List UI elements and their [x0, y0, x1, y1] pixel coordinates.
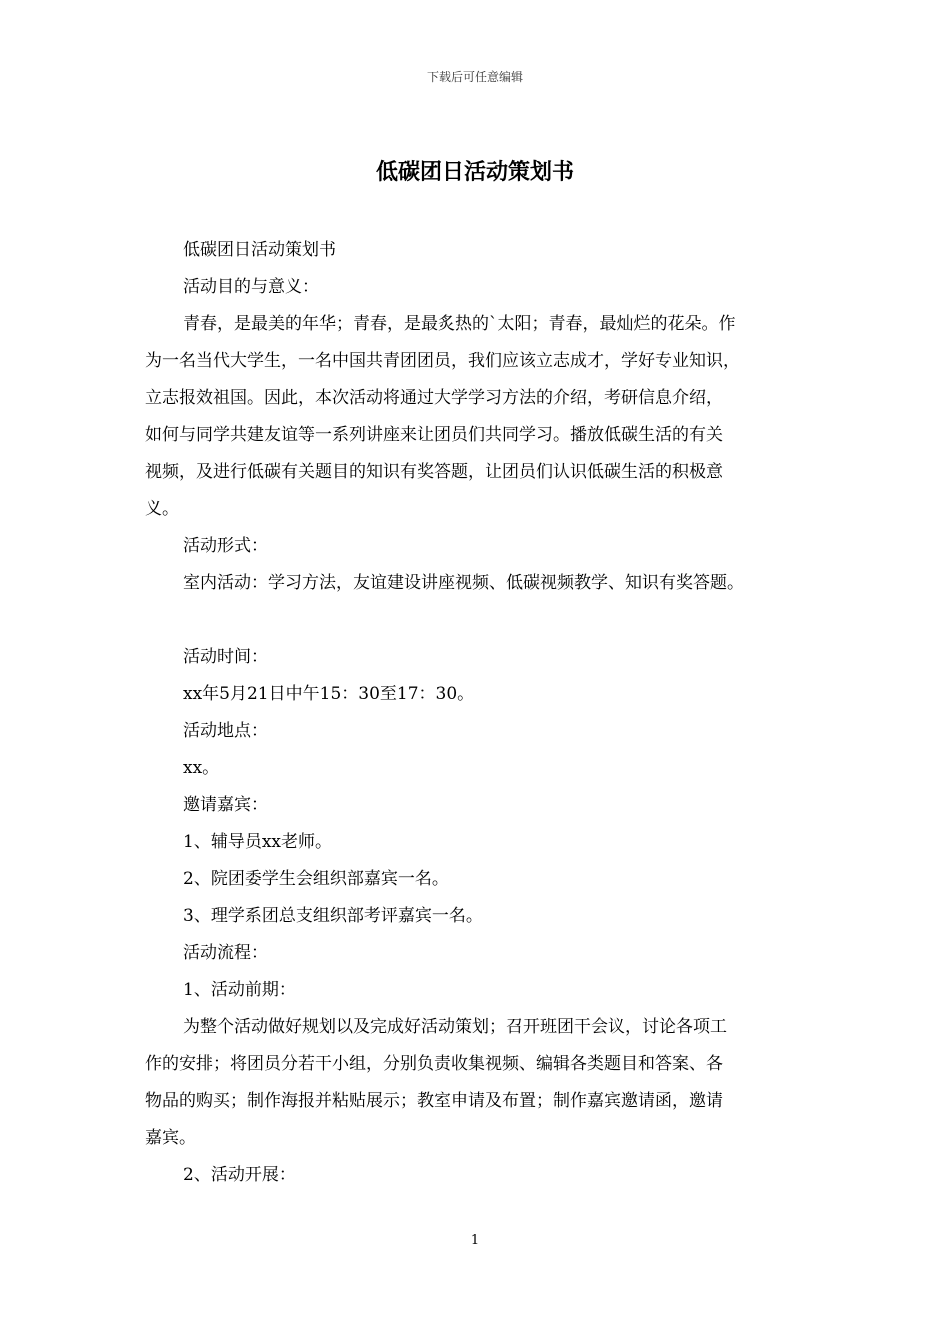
- paragraph-line: 活动形式：: [183, 536, 268, 556]
- paragraph-line: 邀请嘉宾：: [183, 795, 268, 815]
- paragraph-line: 立志报效祖国。因此，本次活动将通过大学学习方法的介绍，考研信息介绍，: [145, 388, 723, 408]
- paragraph-line: 2、活动开展：: [183, 1165, 296, 1185]
- page-number: 1: [470, 1233, 480, 1248]
- paragraph-line: 活动流程：: [183, 943, 268, 963]
- paragraph-line: 活动目的与意义：: [183, 277, 319, 297]
- paragraph-line: 视频，及进行低碳有关题目的知识有奖答题，让团员们认识低碳生活的积极意: [145, 462, 723, 482]
- paragraph-line: 物品的购买；制作海报并粘贴展示；教室申请及布置；制作嘉宾邀请函，邀请: [145, 1091, 723, 1111]
- header-note: 下载后可任意编辑: [426, 70, 523, 84]
- paragraph-line: xx。: [183, 758, 220, 778]
- paragraph-line: 为一名当代大学生，一名中国共青团团员，我们应该立志成才，学好专业知识，: [145, 351, 740, 371]
- document-title: 低碳团日活动策划书: [375, 159, 574, 185]
- paragraph-line: 3、理学系团总支组织部考评嘉宾一名。: [183, 906, 483, 926]
- paragraph-line: 低碳团日活动策划书: [183, 240, 336, 260]
- paragraph-line: 活动时间：: [183, 647, 268, 667]
- paragraph-line: 嘉宾。: [145, 1128, 196, 1148]
- paragraph-line: 青春，是最美的年华；青春，是最炙热的`太阳；青春，最灿烂的花朵。作: [183, 314, 736, 334]
- paragraph-line: 义。: [145, 499, 179, 519]
- paragraph-line: xx年5月21日中午15：30至17：30。: [183, 684, 475, 704]
- paragraph-line: 1、活动前期：: [183, 980, 296, 1000]
- paragraph-line: 活动地点：: [183, 721, 268, 741]
- paragraph-line: 2、院团委学生会组织部嘉宾一名。: [183, 869, 449, 889]
- paragraph-line: 如何与同学共建友谊等一系列讲座来让团员们共同学习。播放低碳生活的有关: [145, 425, 723, 445]
- blank-line: [145, 602, 815, 639]
- paragraph-line: 室内活动：学习方法，友谊建设讲座视频、低碳视频教学、知识有奖答题。: [183, 573, 744, 593]
- paragraph-line: 为整个活动做好规划以及完成好活动策划；召开班团干会议，讨论各项工: [183, 1017, 727, 1037]
- document-body: [145, 232, 815, 1194]
- paragraph-line: 作的安排；将团员分若干小组，分别负责收集视频、编辑各类题目和答案、各: [145, 1054, 723, 1074]
- paragraph-line: 1、辅导员xx老师。: [183, 832, 332, 852]
